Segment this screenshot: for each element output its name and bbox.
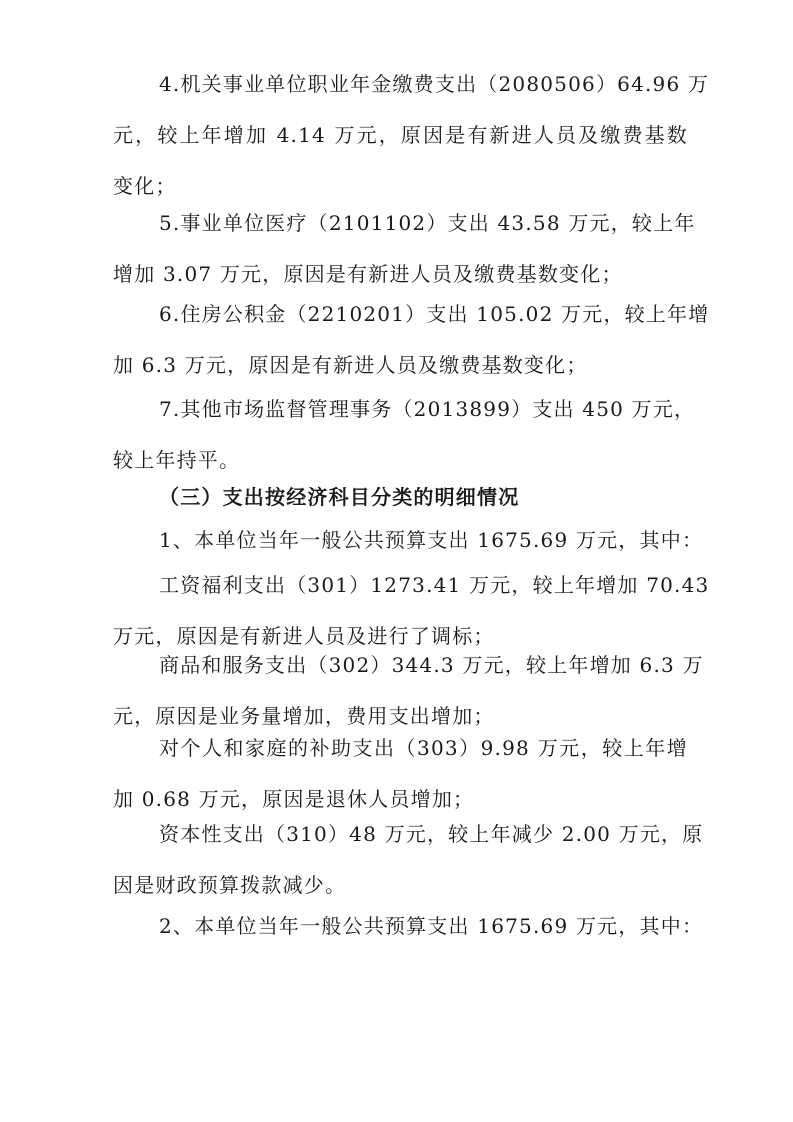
text-line: 4.机关事业单位职业年金缴费支出（2080506）64.96 万 [159,72,710,96]
text-line: 因是财政预算拨款减少。 [113,873,347,897]
text-line: 资本性支出（310）48 万元，较上年减少 2.00 万元，原 [159,822,704,846]
text-line: 元，原因是业务量增加，费用支出增加； [113,704,495,728]
text-line: 商品和服务支出（302）344.3 万元，较上年增加 6.3 万 [159,653,704,677]
text-line: 2、本单位当年一般公共预算支出 1675.69 万元，其中： [159,914,704,938]
text-line: 较上年持平。 [113,448,241,472]
paragraph-budget-item-1 [113,515,704,566]
text-line: 加 0.68 万元，原因是退休人员增加； [113,787,475,811]
text-line: 5.事业单位医疗（2101102）支出 43.58 万元，较上年 [159,211,696,235]
text-line: 6.住房公积金（2210201）支出 105.02 万元，较上年增 [159,302,710,326]
text-line: 万元，原因是有新进人员及进行了调标； [113,624,495,648]
paragraph-housing-fund [113,289,710,391]
paragraph-capital-expenditure [113,809,704,911]
paragraph-budget-item-2 [113,901,704,952]
text-line: 1、本单位当年一般公共预算支出 1675.69 万元，其中： [159,528,704,552]
text-line: 对个人和家庭的补助支出（303）9.98 万元，较上年增 [159,736,688,760]
text-line: 工资福利支出（301）1273.41 万元，较上年增加 70.43 [159,573,710,597]
text-line: 变化； [113,174,177,198]
paragraph-market-supervision [113,384,696,486]
text-line: 7.其他市场监督管理事务（2013899）支出 450 万元， [159,397,696,421]
text-line: 增加 3.07 万元，原因是有新进人员及缴费基数变化； [113,262,623,286]
text-line: 加 6.3 万元，原因是有新进人员及缴费基数变化； [113,353,588,377]
text-line: 元，较上年增加 4.14 万元，原因是有新进人员及缴费基数 [113,123,688,147]
section-heading: （三）支出按经济科目分类的明细情况 [159,485,520,509]
paragraph-medical-expense [113,198,696,300]
paragraph-occupational-annuity [113,59,710,212]
